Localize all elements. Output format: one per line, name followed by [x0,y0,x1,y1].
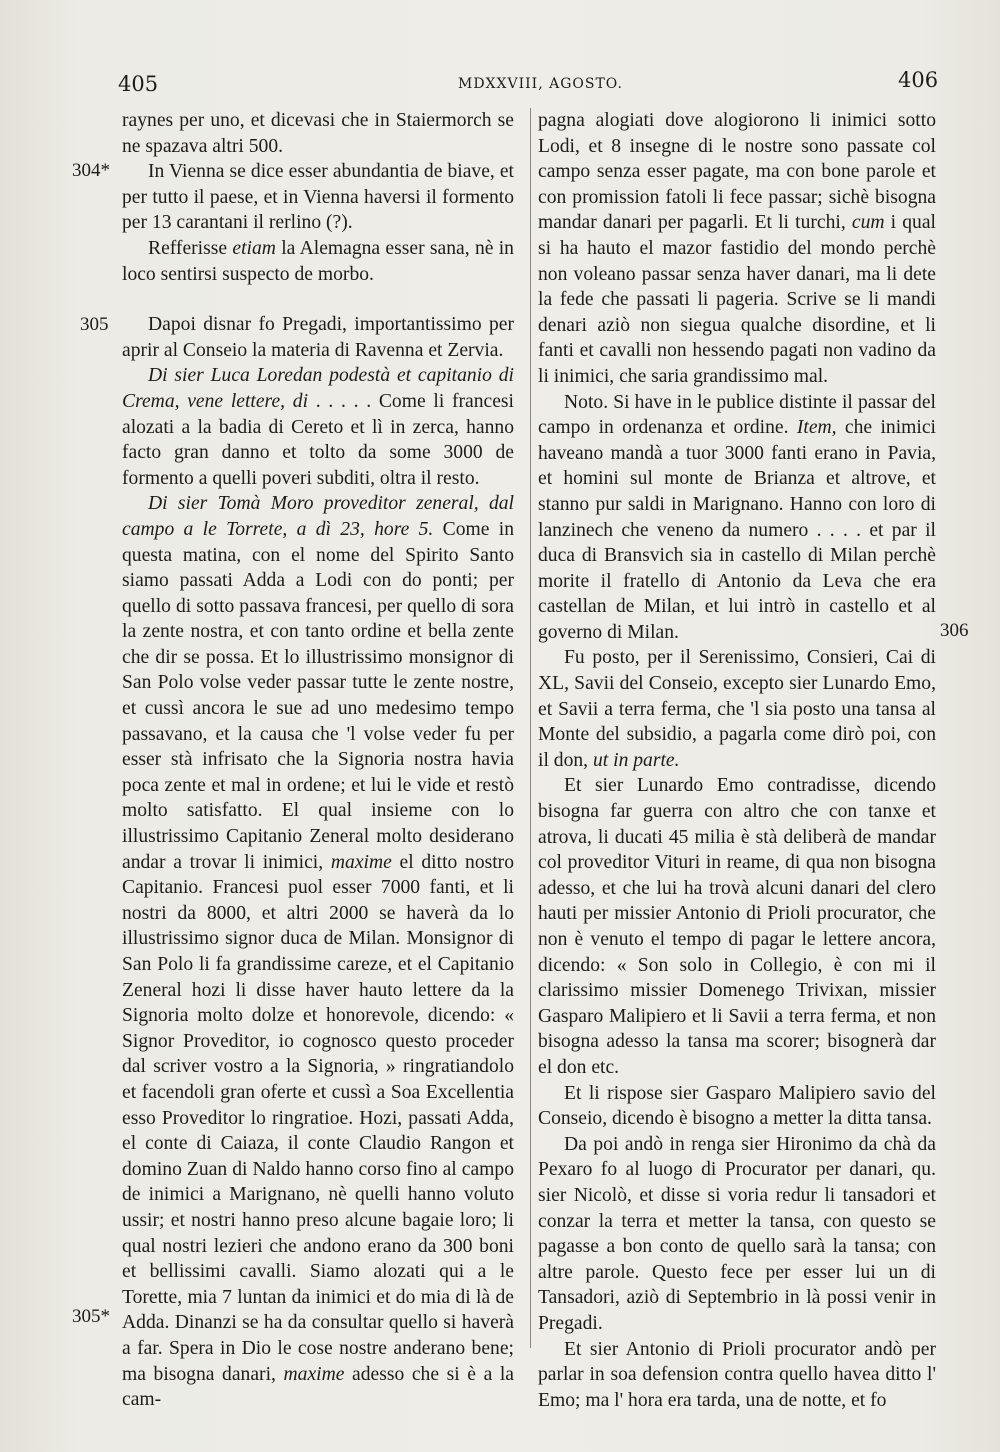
paragraph: In Vienna se dice esser abundantia de biave, et per tutto il paese, et in Vienna haversi il formento per 13 carantani il rerlino (?). [122,161,514,234]
paragraph: Et li rispose sier Gasparo Malipiero savio del Conseio, dicendo è bisogno a metter la ditta tansa. [538,1082,936,1130]
page-header [0,62,1000,102]
paragraph: Di sier Tomà Moro proveditor zeneral, dal campo a le Torrete, a dì 23, hore 5. Come in questa matina, con el nome del Spirito Santo siamo passati Adda a Lodi con do ponti; per quello di sotto passava francesi, per quello di sora la zente nostra, et con tanto ordine et bella zente che dir se possa. Et lo illustrissimo monsignor di San Polo volse veder passar tutte le zente nostre, et cussì ancora le sue ad uno medesimo tempo passavano, et la causa che 'l volse veder fu per esser stà infrisato che la Signoria nostra havia poca zente et mal in ordene; et lui le vide et restò molto satisfatto. El qual insieme con lo illustrissimo Capitanio Zeneral molto desiderano andar a trovar li inimici, maxime el ditto nostro Capitanio. Francesi puol esser 7000 fanti, et li nostri da 8000, et altri 2000 se haverà da lo illustrissimo signor duca de Milan. Monsignor di San Polo li fa grandissime careze, et el Capitanio Zeneral hozi li disse haver hauto lettere da la Signoria molto dolze et honorevole, dicendo: « Signor Proveditor, io cognosco questo proceder dal scriver vostro a la Signoria, » ringratiandolo et facendoli gran oferte et cussì a Soa Excellentia esso Proveditor lo ringratioe. Hozi, passati Adda, el conte di Caiaza, il conte Claudio Rangon et domino Zuan di Naldo hanno corso fino al campo de inimici a Marignano, nè quelli hanno voluto ussir; et nostri hanno preso alcune bagaie loro; li qual nostri lezieri che andono erano da 300 boni et bellissimi cavalli. Siamo alozati qui a le Torette, mia 7 luntan da inimici et do mia di là de Adda. Dinanzi se ha da consultar quello si haverà a far. Spera in Dio le cose nostre anderano bene; ma bisogna danari, maxime adesso che si è a la cam- [122,493,515,1411]
paragraph: Fu posto, per il Serenissimo, Consieri, Cai di XL, Savii del Conseio, excepto sier Lunardo Emo, et Savii a terra ferma, che 'l sia posto una tansa al Monte del subsidio, a pagarla come dirò poi, con il don, ut in parte. [538,647,936,771]
margin-number-305: 305 [80,314,109,335]
paragraph: raynes per uno, et dicevasi che in Staiermorch se ne spazava altri 500. [122,110,514,157]
paragraph: Di sier Luca Loredan podestà et capitanio di Crema, vene lettere, di . . . . . Come li francesi alozati a la badia di Cereto et lì in zerca, hanno facto gran danno et tolto da some 3000 de formento a quelli poveri subditi, oltra il resto. [122,365,514,489]
page-number-right: 406 [898,68,939,92]
margin-number-306: 306 [940,620,969,641]
margin-number-304s: 304* [72,160,110,181]
paragraph: Noto. Si have in le publice distinte il passar del campo in ordenanza et ordine. Item, che inimici haveano mandà a tuor 3000 fanti erano in Pavia, et homini sul monte de Brianza et altrove, et stanno pur saldi in Marignano. Hanno con loro di lanzinech che veneno da numero . . . . et par il duca di Bransvich sia in castello di Milan perchè morite il fratello di Antonio da Leva che era castellan de Milan, et lui intrò in castello et al governo di Milan. [538,391,936,643]
right-column [538,108,936,1413]
paragraph: pagna alogiati dove alogiorono li inimici sotto Lodi, et 8 insegne di le nostre sono passate col campo senza esser pagate, ma con bone parole et con promission fatoli li fece passar; sichè bisogna mandar danari per pagarli. Et li turchi, cum i qual si ha hauto el mazor fastidio del mondo perchè non voleano passar senza haver danari, ma li dete la fede che passati li pageria. Scrive se li mandi denari aziò non siegua qualche disordine, et li fanti et cavalli non hessendo pagati non vadino da li inimici, che saria grandissimo mal. [538,110,936,387]
paragraph: Et sier Antonio di Prioli procurator andò per parlar in soa defension contra quello havea ditto l' Emo; ma l' hora era tarda, una de notte, et fo [538,1338,936,1411]
paragraph: Et sier Lunardo Emo contradisse, dicendo bisogna far guerra con altro che con tanxe et atrova, li ducati 45 milia è stà deliberà de mandar col proveditor Vituri in reame, di qua non bisogna adesso, et che lui ha trovà alcuni danari del clero hauti per missier Antonio di Prioli procurator, che non è venuto el tempo di pagar le lettere ancora, dicendo: « Son solo in Collegio, è con mi il clarissimo missier Domenego Trivixan, missier Gasparo Malipiero et li Savii a terra ferma, et non bisogna adesso la tansa ma scorer; bisognerà dar el don etc. [538,775,936,1078]
paragraph: Da poi andò in renga sier Hironimo da chà da Pexaro fo al luogo di Procurator per danari, qu. sier Nicolò, et disse si voria redur li tansadori et conzar la terra et metter la tansa, con questo se pagasse a bon conto de quello sarà la tansa; con altre parole. Questo fece per esser lui un di Tansadori, aziò di Septembrio in là possi venir in Pregadi. [538,1133,936,1334]
running-title: MDXXVIII, AGOSTO. [458,76,623,92]
column-divider [530,108,531,1348]
page-number-left: 405 [118,72,159,96]
left-column [122,108,514,1413]
paragraph: Dapoi disnar fo Pregadi, importantissimo per aprir al Conseio la materia di Ravenna et Zervia. [122,314,514,361]
margin-number-305s: 305* [72,1306,110,1327]
paragraph: Refferisse etiam la Alemagna esser sana, nè in loco sentirsi suspecto de morbo. [122,237,514,285]
